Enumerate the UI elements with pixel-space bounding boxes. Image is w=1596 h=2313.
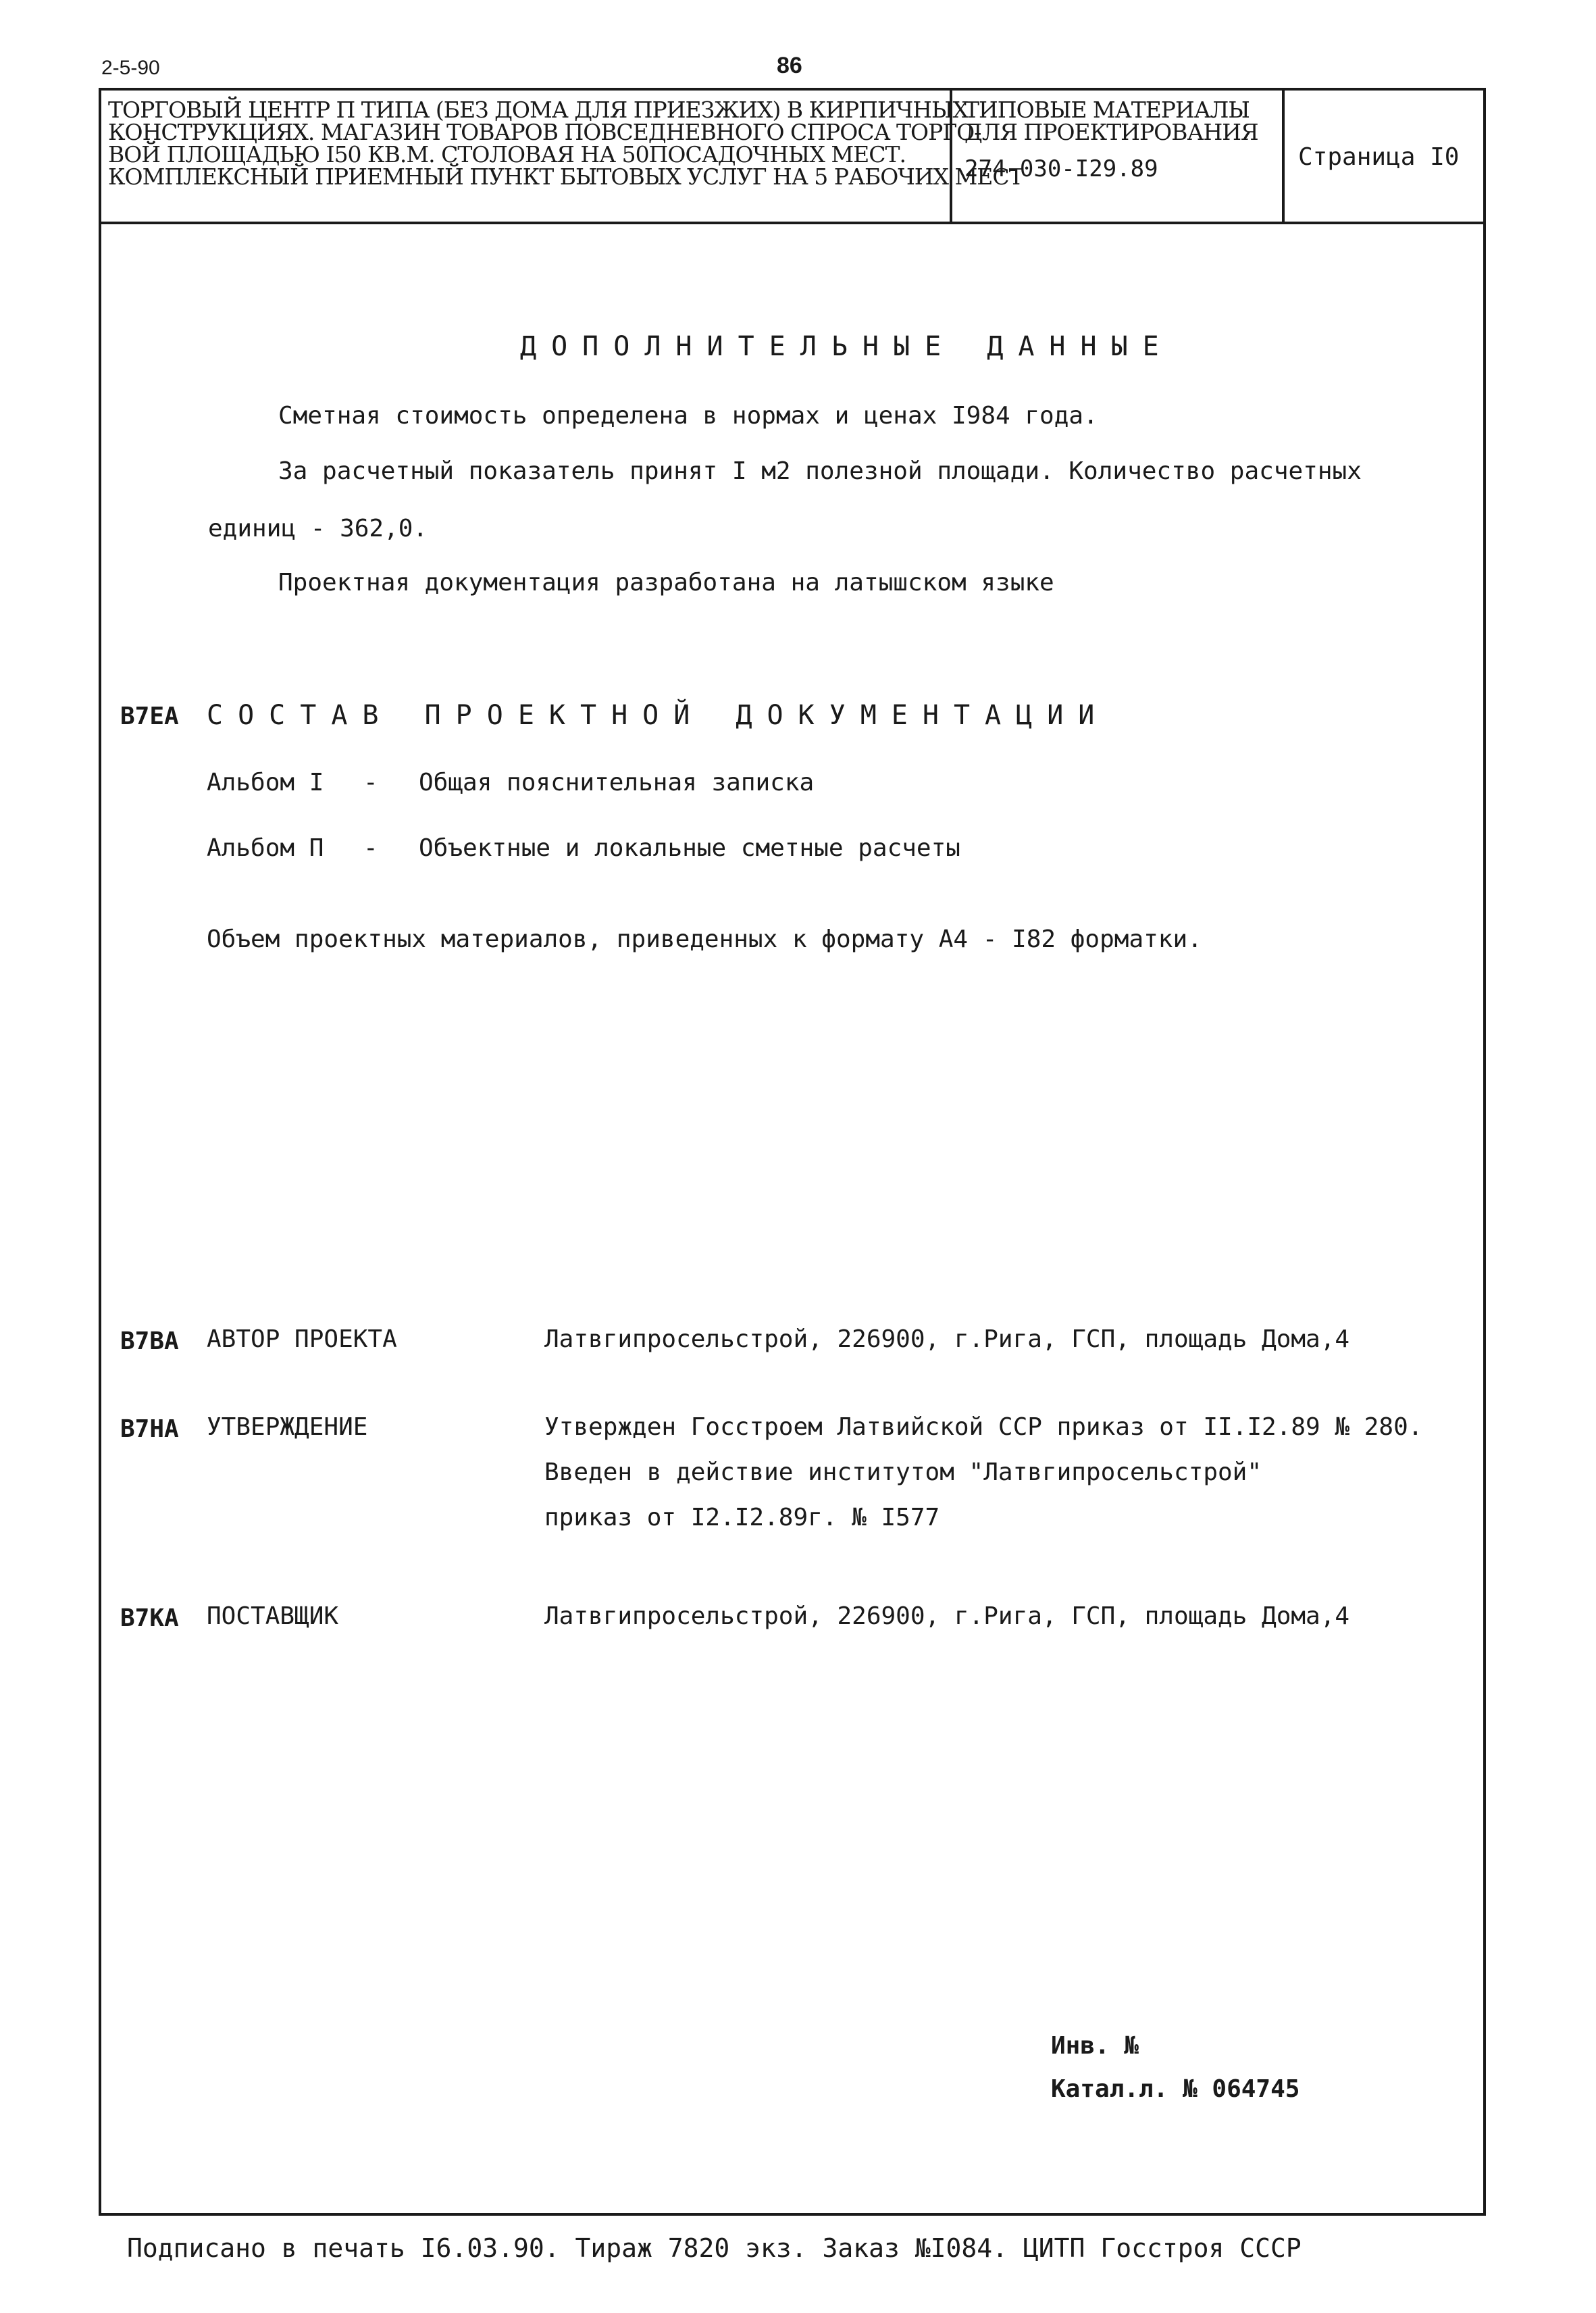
indicator-paragraph-line1: За расчетный показатель принят I м2 полезной площади. Количество расчетных — [278, 457, 1362, 485]
indicator-paragraph-line2: единиц - 362,0. — [208, 515, 428, 542]
estimate-paragraph: Сметная стоимость определена в нормах и ценах I984 года. — [278, 402, 1098, 430]
title-block — [101, 91, 1483, 224]
series-title — [964, 99, 1258, 143]
album-2-name: Альбом П — [207, 834, 324, 862]
page-number: 86 — [777, 53, 802, 78]
catalog-number: Катал.л. № 064745 — [1051, 2075, 1300, 2103]
page-label: Страница I0 — [1298, 143, 1460, 171]
approval-line: Введен в действие институтом "Латвгипросельстрой" — [544, 1458, 1262, 1486]
project-title-line: КОМПЛЕКСНЫЙ ПРИЕМНЫЙ ПУНКТ БЫТОВЫХ УСЛУГ НА 5 РАБОЧИХ МЕСТ — [108, 163, 1023, 190]
supplier-code: B7KA — [120, 1604, 179, 1632]
imprint-line: Подписано в печать I6.03.90. Тираж 7820 экз. Заказ №I084. ЦИТП Госстроя СССР — [127, 2233, 1302, 2263]
album-1-description: Общая пояснительная записка — [419, 769, 815, 796]
approval-code: B7HA — [120, 1415, 179, 1443]
author-label: АВТОР ПРОЕКТА — [207, 1325, 397, 1353]
volume-statement: Объем проектных материалов, приведенных к формату А4 - I82 форматки. — [207, 925, 1202, 953]
series-line: ДЛЯ ПРОЕКТИРОВАНИЯ — [964, 119, 1258, 145]
supplier-label: ПОСТАВЩИК — [207, 1602, 339, 1630]
approval-line: приказ от I2.I2.89г. № I577 — [544, 1504, 940, 1531]
author-code: B7BA — [120, 1327, 179, 1355]
series-line: ТИПОВЫЕ МАТЕРИАЛЫ — [964, 97, 1250, 123]
document-number: 274-030-I29.89 — [964, 155, 1158, 182]
album-2-dash: - — [363, 834, 378, 862]
language-paragraph: Проектная документация разработана на латышском языке — [278, 569, 1054, 596]
supplier-value: Латвгипросельстрой, 226900, г.Рига, ГСП, площадь Дома,4 — [544, 1602, 1350, 1630]
approval-line: Утвержден Госстроем Латвийской ССР приказ от II.I2.89 № 280. — [544, 1413, 1423, 1441]
additional-data-heading: ДОПОЛНИТЕЛЬНЫЕ ДАННЫЕ — [520, 331, 1174, 362]
album-1-name: Альбом I — [207, 769, 324, 796]
sheet-code: 2-5-90 — [101, 57, 160, 79]
title-block-divider — [1282, 91, 1285, 224]
composition-heading: СОСТАВ ПРОЕКТНОЙ ДОКУМЕНТАЦИИ — [207, 700, 1110, 731]
project-title — [108, 99, 1023, 188]
project-title-line: КОНСТРУКЦИЯХ. МАГАЗИН ТОВАРОВ ПОВСЕДНЕВНОГО СПРОСА ТОРГО- — [108, 119, 981, 145]
project-title-line: ТОРГОВЫЙ ЦЕНТР П ТИПА (БЕЗ ДОМА ДЛЯ ПРИЕЗЖИХ) В КИРПИЧНЫХ — [108, 97, 968, 123]
approval-label: УТВЕРЖДЕНИЕ — [207, 1413, 368, 1441]
project-title-line: ВОЙ ПЛОЩАДЬЮ I50 КВ.М. СТОЛОВАЯ НА 50ПОСАДОЧНЫХ МЕСТ. — [108, 141, 906, 168]
author-value: Латвгипросельстрой, 226900, г.Рига, ГСП, площадь Дома,4 — [544, 1325, 1350, 1353]
composition-code: B7EA — [120, 703, 179, 730]
album-1-dash: - — [363, 769, 378, 796]
album-2-description: Объектные и локальные сметные расчеты — [419, 834, 960, 862]
inventory-number: Инв. № — [1051, 2032, 1139, 2060]
